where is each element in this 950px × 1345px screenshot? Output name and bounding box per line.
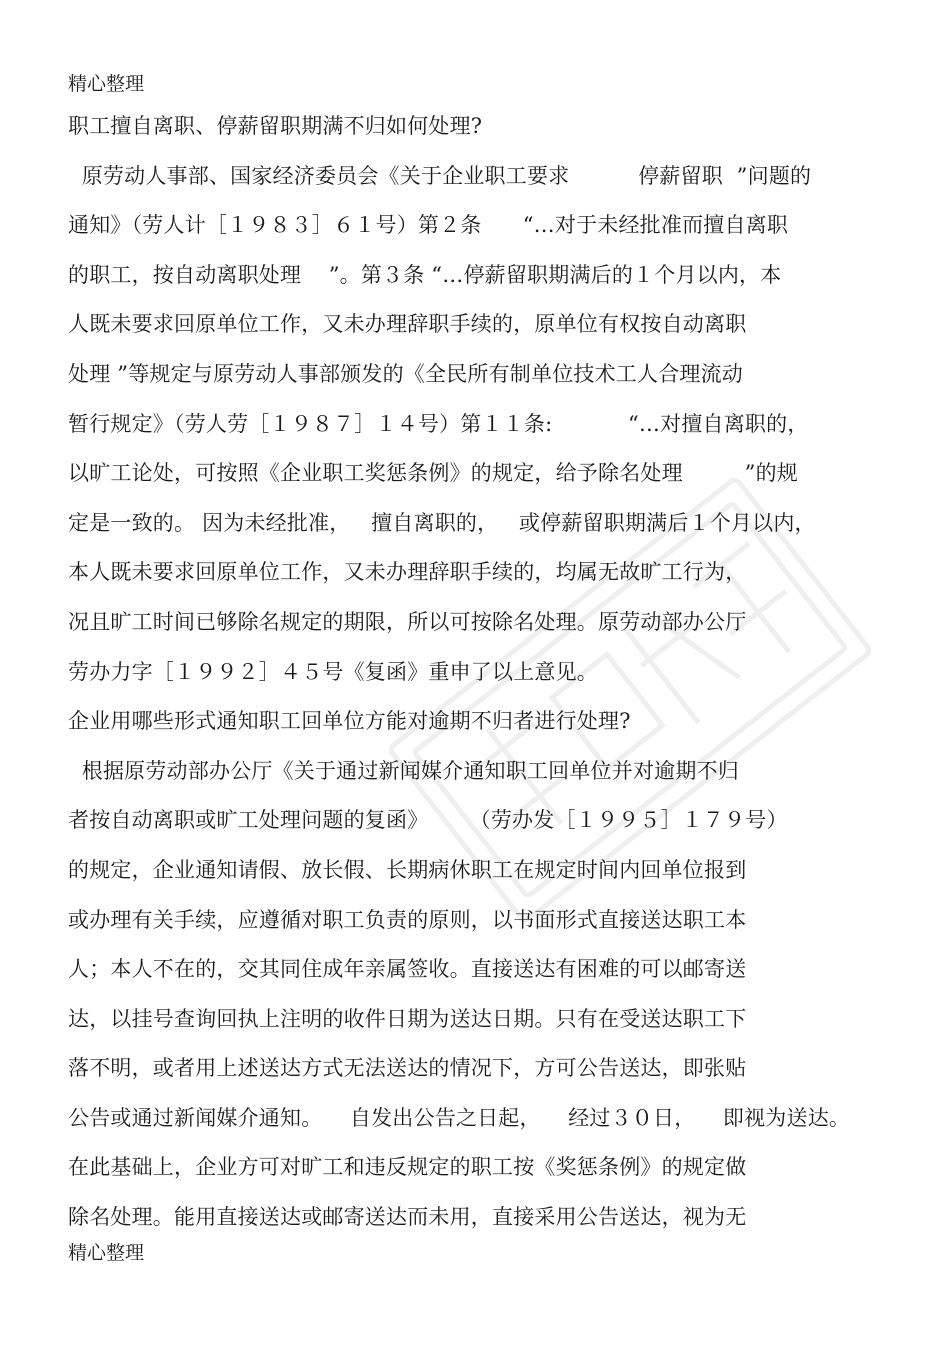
paragraph-line: 除名处理。能用直接送达或邮寄送达而未用，直接采用公告送达，视为无: [68, 1205, 747, 1230]
paragraph-line: 况且旷工时间已够除名规定的期限，所以可按除名处理。原劳动部办公厅: [68, 609, 747, 634]
paragraph-line: 定是一致的。 因为未经批准， 擅自离职的， 或停薪留职期满后１个月以内，: [68, 510, 816, 535]
heading-question-1: 职工擅自离职、停薪留职期满不归如何处理?: [68, 114, 483, 138]
paragraph-line: 劳办力字［１９９２］４５号《复函》重申了以上意见。: [68, 659, 598, 684]
page-footer: 精心整理: [68, 1242, 145, 1264]
document-body: [68, 111, 888, 1252]
paragraph-line: 或办理有关手续，应遵循对职工负责的原则，以书面形式直接送达职工本: [68, 907, 747, 932]
paragraph-line: 落不明，或者用上述送达方式无法送达的情况下，方可公告送达，即张贴: [68, 1056, 747, 1081]
heading-question-2: 企业用哪些形式通知职工回单位方能对逾期不归者进行处理?: [68, 709, 631, 734]
paragraph-line: 本人既未要求回原单位工作，又未办理辞职手续的，均属无故旷工行为，: [68, 560, 747, 585]
paragraph-line: 人；本人不在的，交其同住成年亲属签收。直接送达有困难的可以邮寄送: [68, 957, 747, 982]
paragraph-line: 人既未要求回原单位工作，又未办理辞职手续的，原单位有权按自动离职: [68, 312, 747, 337]
paragraph-line: 暂行规定》（劳人劳［１９８７］１４号）第１１条: “…对擅自离职的，: [68, 411, 809, 436]
page-header: 精心整理: [68, 73, 145, 95]
paragraph-line: 处理 ”等规定与原劳动人事部颁发的《全民所有制单位技术工人合理流动: [68, 361, 744, 386]
paragraph-line: 原劳动人事部、国家经济委员会《关于企业职工要求 停薪留职 ”问题的: [68, 163, 812, 188]
paragraph-line: 的职工，按自动离职处理 ”。第３条 “…停薪留职期满后的１个月以内，本: [68, 262, 782, 287]
paragraph-line: 者按自动离职或旷工处理问题的复函》 （劳办发［１９９５］１７９号）: [68, 808, 788, 833]
paragraph-line: 的规定，企业通知请假、放长假、长期病休职工在规定时间内回单位报到: [68, 857, 747, 882]
paragraph-line: 在此基础上，企业方可对旷工和违反规定的职工按《奖惩条例》的规定做: [68, 1155, 747, 1180]
paragraph-line: 以旷工论处，可按照《企业职工奖惩条例》的规定，给予除名处理 ”的规: [68, 461, 799, 486]
paragraph-line: 通知》（劳人计［１９８３］６１号）第２条 “…对于未经批准而擅自离职: [68, 213, 789, 238]
paragraph-line: 达，以挂号查询回执上注明的收件日期为送达日期。只有在受送达职工下: [68, 1006, 747, 1031]
paragraph-line: 根据原劳动部办公厅《关于通过新闻媒介通知职工回单位并对逾期不归: [68, 758, 739, 783]
paragraph-line: 公告或通过新闻媒介通知。 自发出公告之日起， 经过３０日， 即视为送达。: [68, 1105, 851, 1130]
